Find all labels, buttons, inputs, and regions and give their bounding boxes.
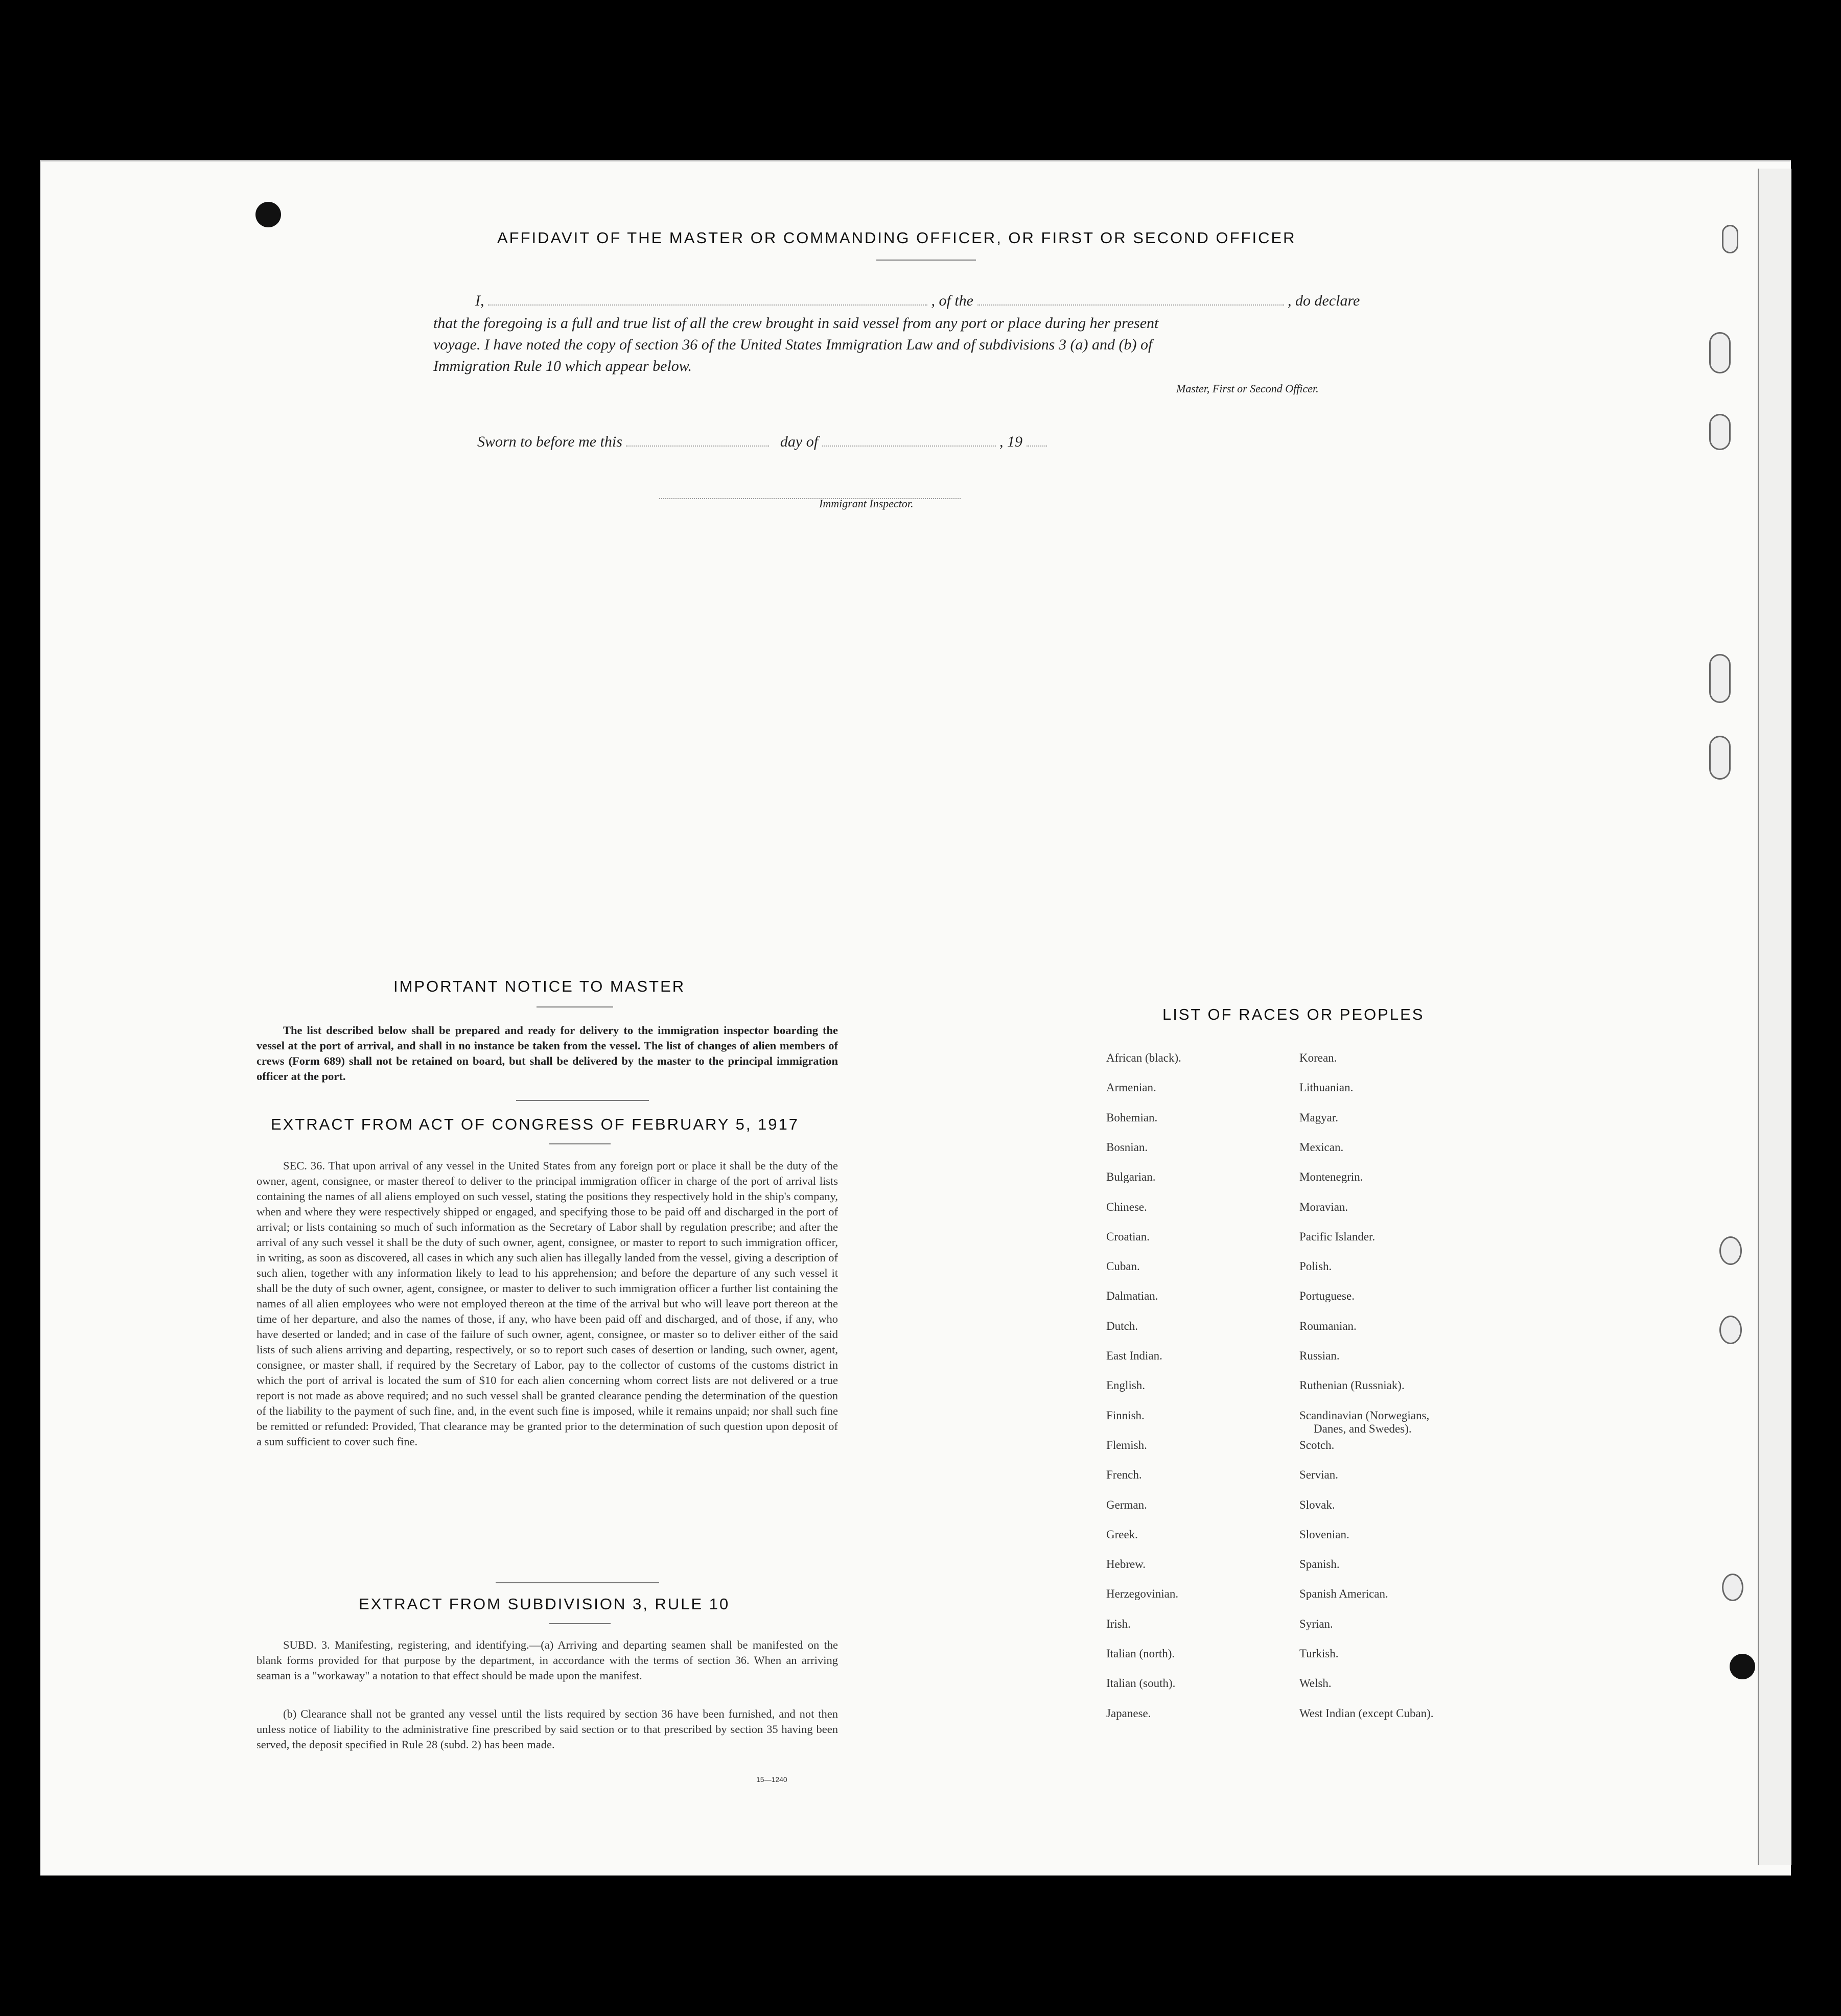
inspector-signature-label: Immigrant Inspector. [819, 497, 914, 510]
race-item: Spanish American. [1299, 1587, 1388, 1601]
rule-subdivision-a-text: SUBD. 3. Manifesting, registering, and identifying.—(a) Arriving and departing seamen shall be manifested on the blank forms provided for that purpose by the department, in accordance with the terms of section 36. When an arriving seaman is a "workaway" a notation to that effect should be made upon the manifest. [257, 1638, 838, 1682]
act-title: EXTRACT FROM ACT OF CONGRESS OF FEBRUARY 5, 1917 [271, 1115, 800, 1133]
race-item: Bosnian. [1106, 1140, 1148, 1154]
divider [496, 1582, 659, 1583]
divider [876, 260, 976, 261]
race-item: Polish. [1299, 1260, 1332, 1273]
inspector-signature-line[interactable] [659, 498, 961, 499]
race-item: Cuban. [1106, 1260, 1140, 1273]
binder-ring [1709, 736, 1731, 780]
punch-hole [255, 202, 281, 227]
race-item: Slovak. [1299, 1498, 1335, 1511]
binder-ring [1719, 1316, 1742, 1344]
race-item: Portuguese. [1299, 1290, 1355, 1303]
sworn-month-field[interactable] [822, 446, 996, 447]
race-item: Croatian. [1106, 1230, 1150, 1243]
punch-hole [1730, 1654, 1755, 1679]
race-item: Dalmatian. [1106, 1290, 1158, 1303]
race-item: English. [1106, 1379, 1146, 1392]
race-item: Japanese. [1106, 1706, 1151, 1720]
rule-title: EXTRACT FROM SUBDIVISION 3, RULE 10 [359, 1595, 730, 1613]
form-number: 15—1240 [756, 1775, 787, 1784]
race-item: Finnish. [1106, 1409, 1145, 1422]
race-item-continued: Danes, and Swedes). [1314, 1422, 1412, 1435]
race-item: Flemish. [1106, 1438, 1147, 1451]
race-item: Russian. [1299, 1349, 1340, 1362]
race-item: East Indian. [1106, 1349, 1162, 1362]
affidavit-line: that the foregoing is a full and true list of all the crew brought in said vessel from any port or place during her present [433, 315, 1159, 332]
race-item: Herzegovinian. [1106, 1587, 1179, 1601]
race-item: Roumanian. [1299, 1319, 1357, 1332]
binder-ring [1722, 225, 1738, 253]
race-item: Bohemian. [1106, 1111, 1158, 1124]
binder-ring [1709, 654, 1731, 703]
race-item: West Indian (except Cuban). [1299, 1706, 1434, 1720]
race-item: Slovenian. [1299, 1528, 1349, 1541]
master-signature-label: Master, First or Second Officer. [1176, 382, 1319, 395]
race-item: Scotch. [1299, 1438, 1335, 1451]
act-section-36-text: SEC. 36. That upon arrival of any vessel in the United States from any foreign port or place it shall be the duty of the owner, agent, consignee, or master thereof to deliver to the principal immigration officer in charge of the port of arrival lists containing the names of all aliens employed on such vessel, stating the positions they respectively hold in the ship's company, when and where they were respectively shipped or engaged, and specifying those to be paid off and discharged in the port of arrival; or lists containing so much of such information as the Secretary of Labor shall by regulation prescribe; and after the arrival of any such vessel it shall be the duty of such owner, agent, consignee, or master to report to such immigration officer, in writing, as soon as discovered, all cases in which any such alien has illegally landed from the vessel, giving a description of such alien, together with any information likely to lead to his apprehension; and before the departure of any such vessel it shall be the duty of such owner, agent, consignee, or master to deliver to such immigration officer a further list containing the names of all alien employees who were not employed thereon at the time of the arrival but who will leave port thereon at the time of her departure, and also the names of those, if any, who have been paid off and discharged, and of those, if any, who have deserted or landed; and in case of the failure of such owner, agent, consignee, or master so to deliver either of the said lists of such aliens arriving and departing, respectively, or so to report such cases of desertion or landing, such owner, agent, consignee, or master shall, if required by the Secretary of Labor, pay to the collector of customs of the customs district in which the port of arrival is located the sum of $10 for each alien concerning whom correct lists are not delivered or a true report is not made as above required; and no such vessel shall be granted clearance pending the determination of the question of the liability to the payment of such fine, and, in the event such fine is imposed, while it remains unpaid; nor shall such fine be remitted or refunded: Provided, That clearance may be granted prior to the determination of such question upon deposit of a sum sufficient to cover such fine. [257, 1159, 838, 1448]
race-item: Moravian. [1299, 1200, 1348, 1213]
race-item: Bulgarian. [1106, 1170, 1156, 1184]
binder-ring [1719, 1236, 1742, 1265]
race-item: French. [1106, 1468, 1142, 1482]
divider [537, 1006, 613, 1007]
race-item: Scandinavian (Norwegians, [1299, 1409, 1430, 1422]
document-page [40, 160, 1791, 1876]
page-edge [1758, 169, 1791, 1865]
race-item: Italian (north). [1106, 1647, 1175, 1660]
race-item: Italian (south). [1106, 1677, 1176, 1690]
race-item: Dutch. [1106, 1319, 1138, 1332]
race-item: Chinese. [1106, 1200, 1147, 1213]
divider [516, 1100, 649, 1101]
sworn-year-field[interactable] [1027, 446, 1047, 447]
day-of-label: day of [780, 433, 819, 450]
race-item: Armenian. [1106, 1081, 1156, 1094]
notice-text: The list described below shall be prepared and ready for delivery to the immigration inspector boarding the vessel at the port of arrival, and shall in no instance be taken from the vessel. The list of changes of alien members of crews (Form 689) shall not be retained on board, but shall be delivered by the master to the principal immigration officer at the port. [257, 1024, 838, 1083]
race-item: Spanish. [1299, 1558, 1340, 1571]
affidavit-i: I, [475, 292, 484, 309]
race-item: Magyar. [1299, 1111, 1339, 1124]
sworn-label: Sworn to before me this [477, 433, 622, 450]
notice-title: IMPORTANT NOTICE TO MASTER [393, 977, 686, 995]
race-item: Syrian. [1299, 1617, 1333, 1630]
race-item: African (black). [1106, 1051, 1181, 1064]
race-item: Servian. [1299, 1468, 1339, 1482]
affidavit-title: AFFIDAVIT OF THE MASTER OR COMMANDING OFFICER, OR FIRST OR SECOND OFFICER [497, 229, 1296, 247]
sworn-day-field[interactable] [626, 446, 769, 447]
races-title: LIST OF RACES OR PEOPLES [1162, 1005, 1425, 1023]
affidavit-of-the: , of the [931, 292, 973, 309]
race-item: Irish. [1106, 1617, 1131, 1630]
affidavit-line: Immigration Rule 10 which appear below. [433, 358, 692, 374]
affidavit-line: voyage. I have noted the copy of section 36 of the United States Immigration Law and of subdivisions 3 (a) and (b) of [433, 336, 1153, 353]
year-label: , 19 [999, 433, 1023, 450]
race-item: Welsh. [1299, 1677, 1332, 1690]
race-item: Turkish. [1299, 1647, 1339, 1660]
race-item: Korean. [1299, 1051, 1337, 1064]
race-item: Mexican. [1299, 1140, 1344, 1154]
binder-ring [1709, 332, 1731, 373]
race-item: Lithuanian. [1299, 1081, 1354, 1094]
race-item: Greek. [1106, 1528, 1138, 1541]
vessel-name-field[interactable] [977, 304, 1284, 306]
divider [549, 1143, 611, 1144]
binder-ring [1709, 414, 1731, 450]
race-item: Hebrew. [1106, 1558, 1146, 1571]
race-item: Montenegrin. [1299, 1170, 1363, 1184]
race-item: German. [1106, 1498, 1147, 1511]
rule-subdivision-b-text: (b) Clearance shall not be granted any vessel until the lists required by section 36 have been furnished, and not then unless notice of liability to the administrative fine prescribed by said section or to that prescribed by section 35 having been served, the deposit specified in Rule 28 (subd. 2) has been made. [257, 1707, 838, 1751]
master-name-field[interactable] [488, 304, 927, 306]
race-item: Pacific Islander. [1299, 1230, 1376, 1243]
affidavit-do-declare: , do declare [1288, 292, 1360, 309]
race-item: Ruthenian (Russniak). [1299, 1379, 1405, 1392]
divider [549, 1623, 611, 1624]
binder-ring [1722, 1574, 1743, 1601]
